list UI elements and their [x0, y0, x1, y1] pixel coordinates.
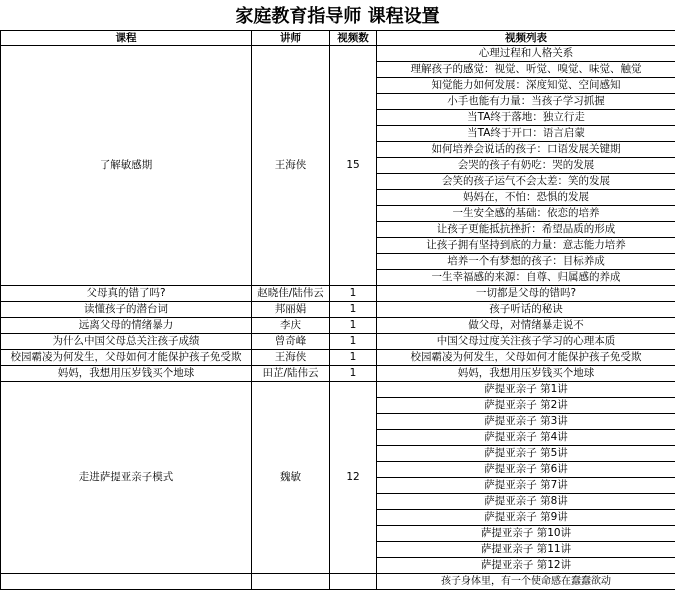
table-row [1, 334, 675, 350]
lecturer-cell: 曾奇峰 [252, 334, 330, 350]
video-title-cell: 萨提亚亲子 第5讲 [377, 446, 675, 462]
lecturer-cell: 王海侠 [252, 46, 330, 286]
empty-cell [1, 574, 252, 590]
lecturer-cell: 魏敏 [252, 382, 330, 574]
video-title-cell: 知觉能力如何发展：深度知觉、空间感知 [377, 78, 675, 94]
video-title-cell: 让孩子更能抵抗挫折：希望品质的形成 [377, 222, 675, 238]
empty-cell [330, 574, 377, 590]
course-cell: 校园霸凌为何发生，父母如何才能保护孩子免受欺 [1, 350, 252, 366]
course-cell: 父母真的错了吗? [1, 286, 252, 302]
table-row-partial [1, 574, 675, 590]
video-title-cell: 萨提亚亲子 第10讲 [377, 526, 675, 542]
video-title-cell: 心理过程和人格关系 [377, 46, 675, 62]
video-title-cell: 中国父母过度关注孩子学习的心理本质 [377, 334, 675, 350]
course-cell: 走进萨提亚亲子模式 [1, 382, 252, 574]
course-cell: 了解敏感期 [1, 46, 252, 286]
lecturer-cell: 李庆 [252, 318, 330, 334]
video-title-cell: 小手也能有力量：当孩子学习抓握 [377, 94, 675, 110]
header-lecturer: 讲师 [252, 31, 330, 46]
video-title-cell: 萨提亚亲子 第11讲 [377, 542, 675, 558]
video-title-cell: 萨提亚亲子 第6讲 [377, 462, 675, 478]
video-count-cell: 1 [330, 334, 377, 350]
course-cell: 为什么中国父母总关注孩子成绩 [1, 334, 252, 350]
video-title-cell: 会笑的孩子运气不会太差：笑的发展 [377, 174, 675, 190]
video-title-cell: 妈妈在，不怕：恐惧的发展 [377, 190, 675, 206]
video-title-cell: 让孩子拥有坚持到底的力量：意志能力培养 [377, 238, 675, 254]
video-title-cell: 一生幸福感的来源：自尊、归属感的养成 [377, 270, 675, 286]
course-table [0, 30, 675, 590]
video-title-cell: 一生安全感的基础：依恋的培养 [377, 206, 675, 222]
lecturer-cell: 邦丽娟 [252, 302, 330, 318]
table-row [1, 366, 675, 382]
video-title-cell: 萨提亚亲子 第7讲 [377, 478, 675, 494]
video-title-cell: 萨提亚亲子 第8讲 [377, 494, 675, 510]
video-title-cell: 理解孩子的感觉：视觉、听觉、嗅觉、味觉、触觉 [377, 62, 675, 78]
table-row [1, 46, 675, 62]
table-row [1, 382, 675, 398]
video-title-cell: 萨提亚亲子 第2讲 [377, 398, 675, 414]
video-title-cell: 做父母，对情绪暴走说不 [377, 318, 675, 334]
video-count-cell: 1 [330, 366, 377, 382]
video-count-cell: 1 [330, 302, 377, 318]
video-title-cell: 萨提亚亲子 第3讲 [377, 414, 675, 430]
table-row [1, 302, 675, 318]
header-course: 课程 [1, 31, 252, 46]
video-title-cell: 校园霸凌为何发生，父母如何才能保护孩子免受欺 [377, 350, 675, 366]
lecturer-cell: 王海侠 [252, 350, 330, 366]
video-title-cell: 萨提亚亲子 第4讲 [377, 430, 675, 446]
video-count-cell: 1 [330, 350, 377, 366]
video-title-cell: 如何培养会说话的孩子：口语发展关键期 [377, 142, 675, 158]
course-cell: 读懂孩子的潜台词 [1, 302, 252, 318]
header-row [1, 31, 675, 46]
empty-cell [252, 574, 330, 590]
video-count-cell: 1 [330, 318, 377, 334]
video-title-cell: 萨提亚亲子 第12讲 [377, 558, 675, 574]
video-title-cell: 萨提亚亲子 第9讲 [377, 510, 675, 526]
video-title-cell: 当TA终于开口：语言启蒙 [377, 126, 675, 142]
header-video-list: 视频列表 [377, 31, 675, 46]
lecturer-cell: 田芷/陆伟云 [252, 366, 330, 382]
video-title-cell: 一切都是父母的错吗? [377, 286, 675, 302]
video-count-cell: 12 [330, 382, 377, 574]
course-cell: 妈妈，我想用压岁钱买个地球 [1, 366, 252, 382]
lecturer-cell: 赵晓佳/陆伟云 [252, 286, 330, 302]
table-row [1, 286, 675, 302]
video-title-cell: 培养一个有梦想的孩子：目标养成 [377, 254, 675, 270]
video-title-cell: 妈妈，我想用压岁钱买个地球 [377, 366, 675, 382]
table-row [1, 318, 675, 334]
table-row [1, 350, 675, 366]
table-body [1, 46, 675, 590]
header-video-count: 视频数 [330, 31, 377, 46]
video-count-cell: 15 [330, 46, 377, 286]
video-count-cell: 1 [330, 286, 377, 302]
video-title-cell: 萨提亚亲子 第1讲 [377, 382, 675, 398]
video-title-cell: 当TA终于落地：独立行走 [377, 110, 675, 126]
video-title-cell: 会哭的孩子有奶吃：哭的发展 [377, 158, 675, 174]
course-cell: 远离父母的情绪暴力 [1, 318, 252, 334]
video-title-cell: 孩子身体里，有一个使命感在蠢蠢欲动 [377, 574, 675, 590]
video-title-cell: 孩子听话的秘诀 [377, 302, 675, 318]
page-title: 家庭教育指导师 课程设置 [0, 0, 675, 30]
